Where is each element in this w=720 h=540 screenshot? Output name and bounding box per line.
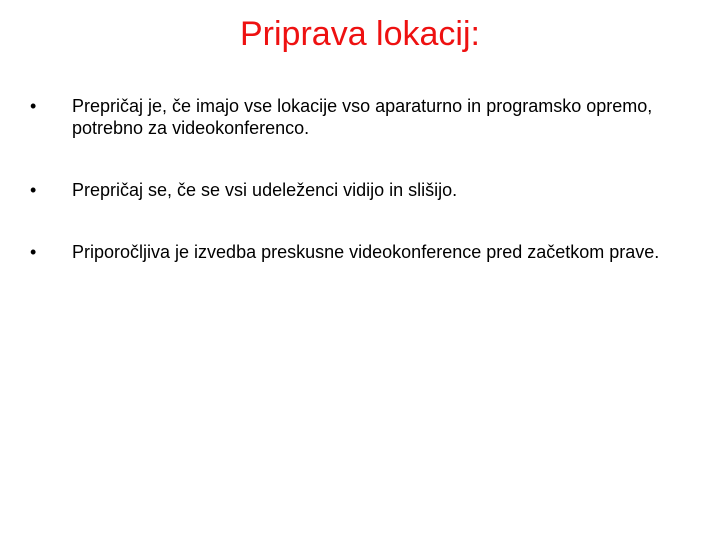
bullet-marker: • [30,242,37,262]
slide-title: Priprava lokacij: [240,15,480,53]
bullet-text: Prepričaj je, če imajo vse lokacije vso aparaturno in programsko opremo, potrebno za videokonferenco. [72,96,653,138]
bullet-text: Priporočljiva je izvedba preskusne videokonference pred začetkom prave. [72,242,660,262]
bullet-list [30,95,690,303]
bullet-item-2 [30,179,690,201]
bullet-marker: • [30,96,37,116]
bullet-text: Prepričaj se, če se vsi udeleženci vidijo in slišijo. [72,180,458,200]
bullet-item-1 [30,95,690,139]
bullet-item-3 [30,241,690,263]
bullet-marker: • [30,180,37,200]
